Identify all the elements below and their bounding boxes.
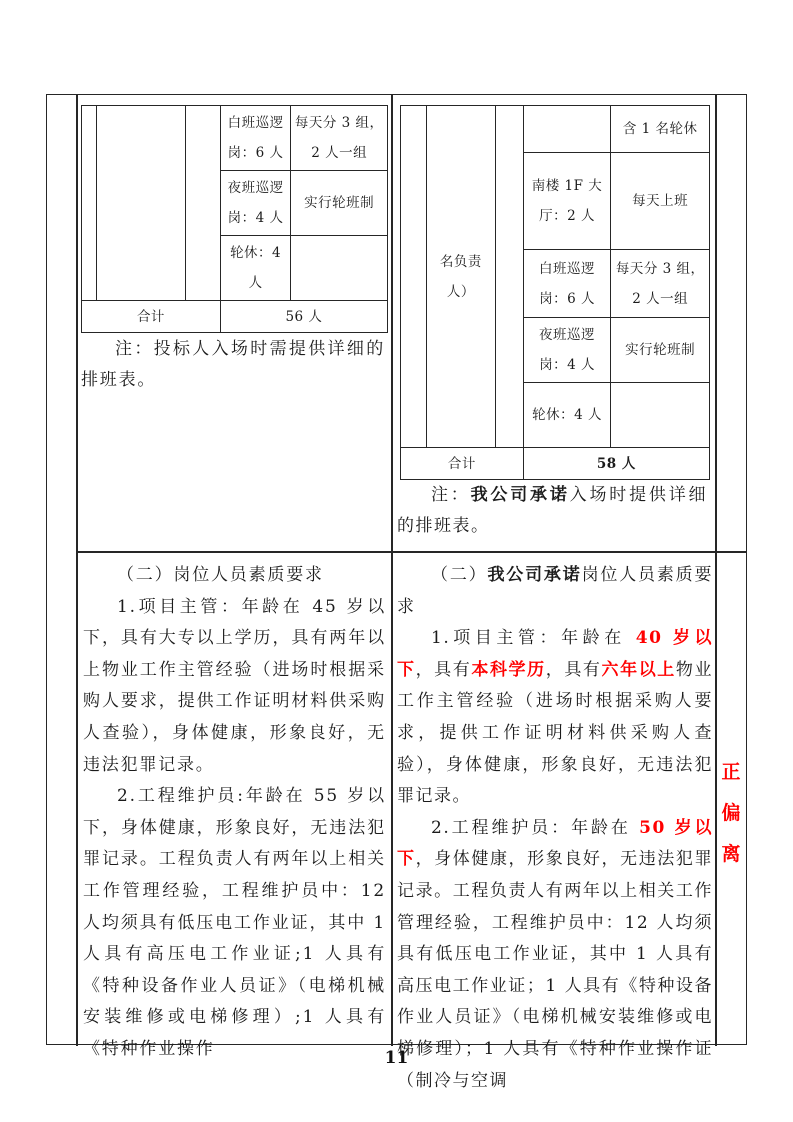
left-staffing-table bbox=[81, 105, 388, 333]
right-staffing-table bbox=[400, 105, 710, 480]
cell-manager-carryover: 名负责人） bbox=[427, 106, 495, 448]
text-segment: 注：投标人入场时需提供详细的排班表。 bbox=[81, 339, 385, 390]
red-deviation-text: 40 岁以下 bbox=[397, 628, 714, 680]
left-schedule-note bbox=[81, 334, 385, 396]
table-border-left-gutter bbox=[76, 94, 78, 1046]
cell-night-patrol: 夜班巡逻岗：4 人 bbox=[523, 318, 611, 383]
text-segment: 入场时提供详细的排班表。 bbox=[397, 485, 708, 536]
cell-rotation-note: 含 1 名轮休 bbox=[611, 106, 710, 153]
red-deviation-text: 50 岁以下 bbox=[397, 817, 713, 870]
bold-commitment-text: 我公司承诺 bbox=[470, 485, 570, 505]
cell-empty bbox=[185, 106, 220, 301]
left-requirements-section bbox=[83, 560, 386, 1066]
deviation-label: 正偏离 bbox=[721, 761, 741, 865]
text-segment: 1.项目主管：年龄在 45 岁以下，具有大专以上学历，具有两年以上物业工作主管经验（进场时根据采购人要求，提供工作证明材料供采购人查验），身体健康，形象良好，无违法犯罪记录。 bbox=[83, 596, 386, 775]
cell-day-patrol-note: 每天分 3 组，2 人一组 bbox=[291, 106, 388, 171]
cell-night-patrol: 夜班巡逻岗：4 人 bbox=[220, 171, 290, 236]
cell-rest-rotation: 轮休：4 人 bbox=[523, 383, 611, 448]
right-schedule-note bbox=[397, 480, 707, 542]
text-segment: ，身体健康，形象良好，无违法犯罪记录。工程负责人有两年以上相关工作管理经验，工程维护员中：12 人均须具有低压电工作业证，其中 1 人具有高压电工作业证；1 人具有《特种设备作业人员证》（电梯机械安装维修或电梯修理）；1 人具有《特种作业操作证（制冷与空调 bbox=[397, 849, 713, 1091]
cell-total-value: 56 人 bbox=[220, 301, 387, 333]
text-segment: ，具有 bbox=[545, 659, 602, 680]
text-segment: 2.工程维护员:年龄在 55 岁以下，身体健康，形象良好，无违法犯罪记录。工程负责人有两年以上相关工作管理经验，工程维护员中：12 人均须具有低压电工作业证，其中 1 人具有高压电工作业证;1 人具有《特种设备作业人员证》（电梯机械安装维修或电梯修理）;1 人具有《特种作业操作 bbox=[83, 786, 386, 1059]
text-segment: 注： bbox=[431, 485, 471, 505]
left-section-heading bbox=[83, 560, 386, 592]
table-border-right-gutter bbox=[715, 94, 717, 1046]
cell-total-value-red: 58 人 bbox=[523, 448, 709, 480]
bold-commitment-text: 我公司承诺 bbox=[487, 565, 582, 585]
cell-day-patrol: 白班巡逻岗：6 人 bbox=[523, 250, 611, 318]
cell-empty bbox=[401, 106, 427, 448]
cell-day-patrol: 白班巡逻岗：6 人 bbox=[220, 106, 290, 171]
text-segment: （二） bbox=[431, 565, 488, 585]
cell-day-patrol-note: 每天分 3 组，2 人一组 bbox=[611, 250, 710, 318]
text-segment: 2.工程维护员：年龄在 bbox=[431, 817, 640, 838]
text-segment: ，具有 bbox=[415, 659, 472, 680]
table-border-column-divider bbox=[391, 94, 393, 1046]
text-segment: （二）岗位人员素质要求 bbox=[117, 565, 324, 585]
cell-empty bbox=[611, 383, 710, 448]
right-section-heading bbox=[397, 560, 713, 623]
red-deviation-text: 本科学历 bbox=[471, 659, 546, 680]
cell-empty bbox=[82, 106, 97, 301]
cell-empty bbox=[97, 106, 186, 301]
cell-empty bbox=[523, 106, 611, 153]
text-segment: 岗位人员素质要求 bbox=[397, 565, 714, 617]
text-segment: 1.项目主管：年龄在 bbox=[431, 628, 636, 649]
left-maintenance-staff-paragraph bbox=[83, 781, 386, 1065]
right-requirements-section bbox=[397, 560, 713, 1097]
cell-lobby-note: 每天上班 bbox=[611, 153, 710, 250]
red-deviation-text: 六年以上 bbox=[601, 659, 676, 680]
cell-night-patrol-note: 实行轮班制 bbox=[291, 171, 388, 236]
cell-lobby-post: 南楼 1F 大厅：2 人 bbox=[523, 153, 611, 250]
cell-total-label: 合计 bbox=[401, 448, 524, 480]
table-border-row-divider bbox=[76, 551, 746, 553]
left-project-manager-paragraph bbox=[83, 592, 386, 782]
cell-night-patrol-note: 实行轮班制 bbox=[611, 318, 710, 383]
cell-empty bbox=[291, 236, 388, 301]
text-segment: 物业工作主管经验（进场时根据采购人要求，提供工作证明材料供采购人查验），身体健康，形象良好，无违法犯罪记录。 bbox=[397, 659, 713, 807]
page-number: 11 bbox=[384, 1048, 409, 1068]
right-project-manager-paragraph bbox=[397, 623, 713, 813]
cell-rest-rotation: 轮休：4 人 bbox=[220, 236, 290, 301]
cell-empty bbox=[495, 106, 523, 448]
cell-total-label: 合计 bbox=[82, 301, 221, 333]
